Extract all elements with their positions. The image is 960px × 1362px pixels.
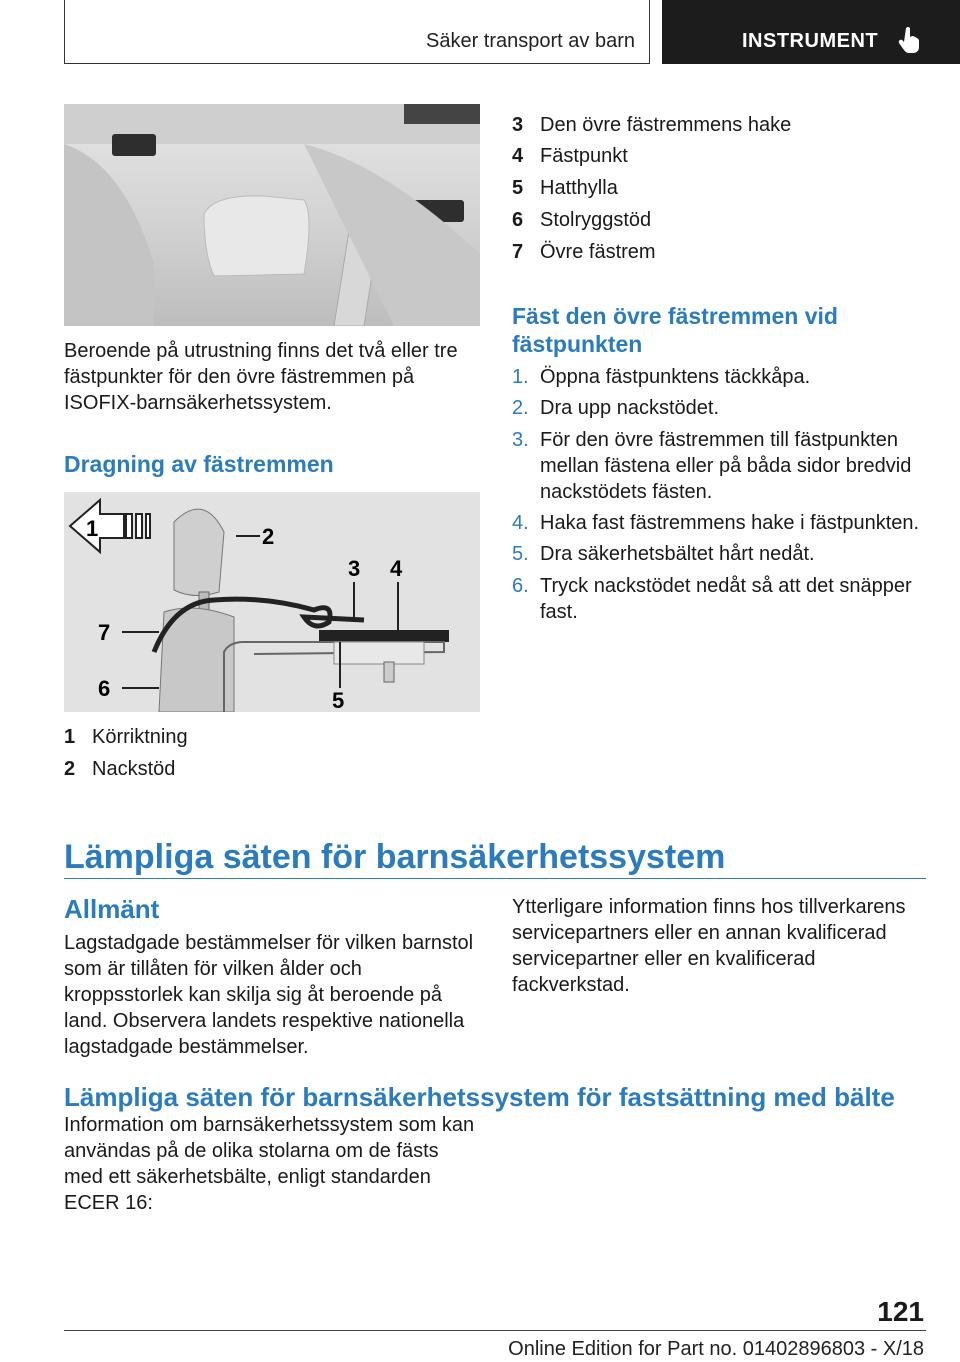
running-header-section xyxy=(64,0,650,64)
instruction-step: 5. Dra säkerhetsbältet hårt nedåt. xyxy=(512,543,815,565)
edition-note: Online Edition for Part no. 01402896803 - X/18 xyxy=(508,1338,924,1360)
section-title: Lämpliga säten för barnsäkerhetssystem xyxy=(64,838,726,876)
running-header-chapter xyxy=(662,0,960,64)
instruction-step: 4. Haka fast fästremmens hake i fästpunkten. xyxy=(512,512,920,534)
diagram-label-2: 2 xyxy=(262,524,275,549)
legend-item: 2 Nackstöd xyxy=(64,758,176,780)
belt-heading: Lämpliga säten för barnsäkerhetssystem för fastsättning med bälte xyxy=(64,1082,895,1112)
legend-item: 1 Körriktning xyxy=(64,726,188,748)
header-chapter-title: INSTRUMENT xyxy=(742,30,879,52)
general-paragraph: Lagstadgade bestämmelser för vilken barnstol som är tillåten för vilken ålder och kroppsstorlek kan skilja sig åt beroende på land. Observera landets respektive nationella lagstadgade bestämmelser. xyxy=(64,932,474,1058)
diagram-label-5: 5 xyxy=(332,688,345,712)
instruction-step: 2. Dra upp nackstödet. xyxy=(512,397,719,419)
rear-seat-anchor-photo xyxy=(64,104,480,326)
routing-heading: Dragning av fästremmen xyxy=(64,451,334,477)
pointing-hand-icon xyxy=(898,26,920,54)
diagram-label-1: 1 xyxy=(86,516,99,541)
intro-paragraph: Beroende på utrustning finns det två eller tre fästpunkter för den övre fästremmen på ISOFIX-barnsäkerhetssystem. xyxy=(64,340,458,414)
diagram-label-3: 3 xyxy=(348,556,361,581)
legend-item: 6 Stolryggstöd xyxy=(512,209,652,231)
diagram-label-6: 6 xyxy=(98,676,111,701)
strap-routing-diagram xyxy=(64,492,480,712)
page-number: 121 xyxy=(877,1296,924,1327)
legend-item: 7 Övre fästrem xyxy=(512,241,656,263)
header-section-title: Säker transport av barn xyxy=(426,30,635,52)
instruction-step: 6. Tryck nackstödet nedåt så att det snäpper fast. xyxy=(512,575,912,623)
footer-rule xyxy=(64,1330,926,1331)
legend-item: 5 Hatthylla xyxy=(512,177,618,199)
instruction-step: 3. För den övre fästremmen till fästpunkten mellan fästena eller på båda sidor bredvid nackstödets fästen. xyxy=(512,429,912,503)
more-info-paragraph: Ytterligare information finns hos tillverkarens servicepartners eller en annan kvalificerad servicepartner eller en kvalificerad fackverkstad. xyxy=(512,896,906,996)
general-heading: Allmänt xyxy=(64,894,160,924)
diagram-label-4: 4 xyxy=(390,556,403,581)
belt-paragraph: Information om barnsäkerhetssystem som kan användas på de olika stolarna om de fästs med ett säkerhetsbälte, enligt standarden ECER 16: xyxy=(64,1114,475,1214)
legend-item: 3 Den övre fästremmens hake xyxy=(512,114,792,136)
attach-heading: Fäst den övre fästremmen vid fästpunkten xyxy=(512,303,838,357)
diagram-label-7: 7 xyxy=(98,620,111,645)
section-rule xyxy=(64,878,926,879)
instruction-step: 1. Öppna fästpunktens täckkåpa. xyxy=(512,366,811,388)
legend-item: 4 Fästpunkt xyxy=(512,145,628,167)
